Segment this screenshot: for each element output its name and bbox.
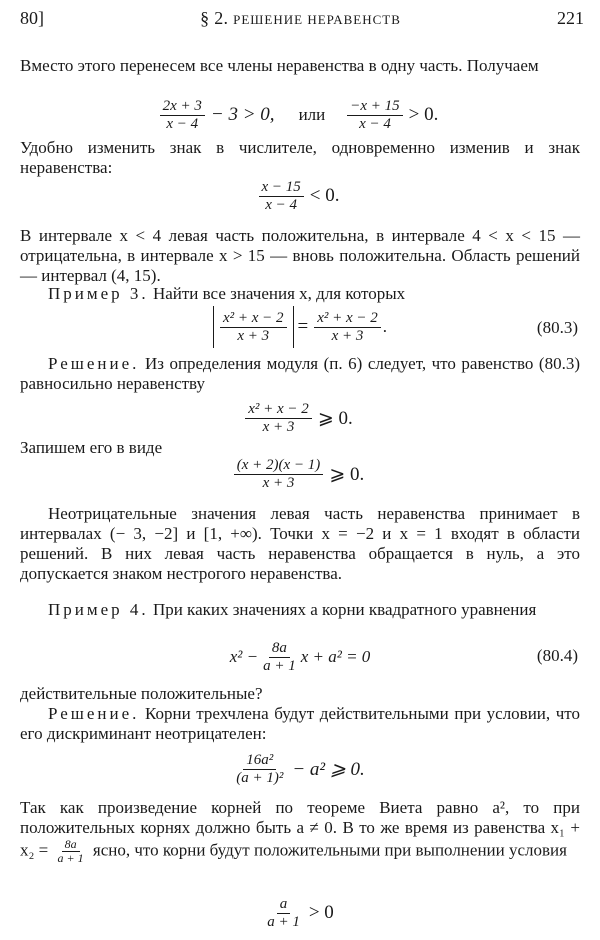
formula: $\frac{\text{16a²}}{\text{(a + 1)²}}$ − a² ⩾ 0.: [20, 746, 580, 792]
formula: $\frac{a}{a + 1}$ > 0: [20, 892, 580, 934]
fraction: $\frac{8a}{a + 1}$: [57, 837, 84, 865]
formula: x² − $\frac{8a}{a + 1}$ x + a² = 0: [229, 639, 371, 674]
absolute-value: [213, 306, 294, 348]
section-name: РЕШЕНИЕ НЕРАВЕНСТВ: [233, 12, 401, 27]
page-number: 221: [557, 8, 584, 28]
formula: $\frac{\text{x² + x − 2}}{x + 3}$ = $\frac{\text{x² + x − 2}}{x + 3}$ .: [20, 304, 580, 350]
solution-4: Решение. Корни трехчлена будут действительными при условии, что его дискриминант неотрицателен:: [20, 704, 580, 743]
fraction: $\frac{2x + 3}{x - 4}$: [160, 98, 205, 133]
fraction: $\frac{x - 15}{x - 4}$: [259, 179, 304, 214]
paragraph: действительные положительные?: [20, 684, 263, 703]
formula: $\frac{(x + 2)(x - 1)}{x + 3}$ ⩾ 0.: [20, 452, 580, 496]
fraction: $\frac{-x + 15}{x - 4}$: [347, 98, 402, 133]
section-title: [200, 8, 401, 29]
formula: $\frac{2x + 3}{x - 4}$ − 3 > 0, или $\frac{-x + 15}{x - 4}$ > 0.: [20, 92, 580, 138]
fraction: $\frac{\text{x² + x − 2}}{x + 3}$: [220, 310, 287, 345]
paragraph: В интервале x < 4 левая часть положительна, в интервале 4 < x < 15 — отрицательна, в интервале x > 15 — вновь положительна. Область решений — интервал (4, 15).: [20, 226, 580, 285]
section-number: § 2.: [200, 8, 229, 28]
header-left: 80]: [20, 8, 44, 28]
fraction: $\frac{8a}{a + 1}$: [263, 639, 296, 674]
example-4: Пример 4. При каких значениях a корни квадратного уравнения: [48, 600, 537, 619]
paragraph: Вместо этого перенесем все члены неравенства в одну часть. Получаем: [20, 56, 539, 75]
fraction: $\frac{\text{x² + x − 2}}{x + 3}$: [314, 310, 381, 345]
fraction: $\frac{a}{a + 1}$: [267, 895, 300, 930]
paragraph: Удобно изменить знак в числителе, одновременно изменив и знак неравенства:: [20, 138, 580, 177]
formula: $\frac{\text{x² + x − 2}}{x + 3}$ ⩾ 0.: [20, 396, 580, 440]
paragraph: Запишем его в виде: [20, 438, 163, 457]
fraction: $\frac{(x + 2)(x - 1)}{x + 3}$: [234, 457, 324, 492]
fraction: $\frac{\text{16a²}}{\text{(a + 1)²}}$: [236, 751, 284, 786]
paragraph: Так как произведение корней по теореме Виета равно a², то при положительных корнях должно быть a ≠ 0. В то же время из равенства x₁ + x₂ = $\frac{8a}{a + 1}$ ясно, что корни будут положительными при выполнении условия: [20, 798, 580, 865]
page-header: [20, 8, 584, 32]
formula: $\frac{x - 15}{x - 4}$ < 0.: [20, 174, 580, 218]
paragraph: Неотрицательные значения левая часть неравенства принимает в интервалах (− 3, −2] и [1, +∞). Точки x = −2 и x = 1 входят в области решений. В них левая часть неравенства обращается в нуль, а это допускается знаком нестрогого неравенства.: [20, 504, 580, 583]
equation-number: (80.3): [536, 318, 578, 337]
fraction: $\frac{\text{x² + x − 2}}{x + 3}$: [245, 401, 312, 436]
solution-3: Решение. Из определения модуля (п. 6) следует, что равенство (80.3) равносильно неравенству: [20, 354, 581, 393]
equation-number: (80.4): [536, 646, 578, 665]
example-3: Пример 3. Найти все значения x, для которых: [48, 284, 406, 303]
